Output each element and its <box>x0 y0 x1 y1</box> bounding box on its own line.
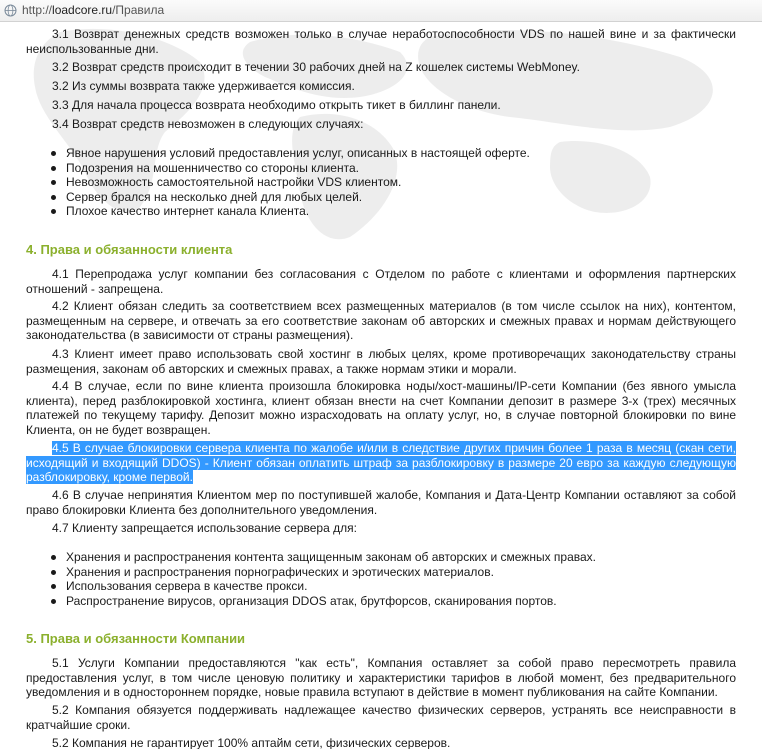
list-item: Явное нарушения условий предоставления услуг, описанных в настоящей оферте. <box>48 146 530 161</box>
clause-4-5-selected[interactable] <box>26 441 736 485</box>
list-item: Распространение вирусов, организация DDOS атак, брутфорсов, сканирования портов. <box>48 594 596 609</box>
clause-3-2: 3.2 Возврат средств происходит в течении 30 рабочих дней на Z кошелек системы WebMoney. <box>52 60 580 74</box>
list-item: Использования сервера в качестве прокси. <box>48 579 596 594</box>
section-4-heading: 4. Права и обязанности клиента <box>26 242 233 257</box>
clause-5-2: 5.2 Компания обязуется поддерживать надлежащее качество физических серверов, устранять все неисправности в кратчайшие сроки. <box>26 703 736 732</box>
list-item: Невозможность самостоятельной настройки VDS клиентом. <box>48 175 530 190</box>
clause-3-1: 3.1 Возврат денежных средств возможен только в случае неработоспособности VDS по нашей вине и за фактически неиспользованные дни. <box>26 27 736 56</box>
selected-text: 4.5 В случае блокировки сервера клиента по жалобе и/или в следствие других причин более 1 раза в месяц (скан сети, исходящий и входящий DDOS) - Клиент обязан оплатить штраф за разблокировку в размере 20 евро за каждую следующую разблокировку, кроме первой. <box>26 441 736 484</box>
list-item: Хранения и распространения порнографических и эротических материалов. <box>48 565 596 580</box>
world-map-background <box>0 22 762 262</box>
clause-3-4: 3.4 Возврат средств невозможен в следующих случаях: <box>52 117 364 131</box>
page-content <box>0 22 762 749</box>
clause-3-3: 3.3 Для начала процесса возврата необходимо открыть тикет в биллинг панели. <box>52 98 501 112</box>
forbidden-uses-list <box>48 550 596 608</box>
address-bar[interactable] <box>0 0 762 22</box>
clause-4-4: 4.4 В случае, если по вине клиента произошла блокировка ноды/хост-машины/IP-сети Компании (без явного умысла клиента), перед разблокировкой хостинга, клиент обязан внести на счет Компании депозит в размере 3-х (трех) месячных платежей по текущему тарифу. Депозит можно израсходовать на оплату услуг, но, в случае повторной блокировки по вине Клиента, он не будет возвращен. <box>26 379 736 437</box>
url-text[interactable]: http://loadcore.ru/Правила <box>22 3 165 17</box>
list-item: Плохое качество интернет канала Клиента. <box>48 204 530 219</box>
refund-exceptions-list <box>48 146 530 219</box>
url-path: /Правила <box>112 3 165 17</box>
clause-4-7: 4.7 Клиенту запрещается использование сервера для: <box>52 521 357 535</box>
section-5-heading: 5. Права и обязанности Компании <box>26 631 246 646</box>
clause-3-2b: 3.2 Из суммы возврата также удерживается комиссия. <box>52 79 355 93</box>
list-item: Сервер брался на несколько дней для любых целей. <box>48 190 530 205</box>
clause-4-1: 4.1 Перепродажа услуг компании без согласования с Отделом по работе с клиентами и оформления партнерских отношений - запрещена. <box>26 267 736 296</box>
clause-5-1: 5.1 Услуги Компании предоставляются "как есть", Компания оставляет за собой право пересмотреть правила предоставления услуг, в том числе ценовую политику и характеристики тарифов в любой момент, без предварительного уведомления и в одностороннем порядке, новые правила вступают в действие в момент публикования на сайте Компании. <box>26 656 736 699</box>
clause-4-2: 4.2 Клиент обязан следить за соответствием всех размещенных материалов (в том числе ссылок на них), контентом, размещенным на сервере, и отвечать за его соответствие законам об авторских и смежных правах и нормам действующего законодательства (в зависимости от страны размещения). <box>26 299 736 342</box>
clause-4-6: 4.6 В случае непринятия Клиентом мер по поступившей жалобе, Компания и Дата-Центр Компании оставляют за собой право блокировки Клиента без дополнительного уведомления. <box>26 488 736 517</box>
url-host: loadcore.ru <box>52 3 113 17</box>
clause-5-2b: 5.2 Компания не гарантирует 100% аптайм сети, физических серверов. <box>52 736 451 749</box>
clause-4-3: 4.3 Клиент имеет право использовать свой хостинг в любых целях, кроме противоречащих законодательству страны размещения, законам об авторских и смежных правах, а также нормам этики и морали. <box>26 347 736 376</box>
globe-icon <box>4 4 17 17</box>
list-item: Хранения и распространения контента защищенным законам об авторских и смежных правах. <box>48 550 596 565</box>
list-item: Подозрения на мошенничество со стороны клиента. <box>48 161 530 176</box>
